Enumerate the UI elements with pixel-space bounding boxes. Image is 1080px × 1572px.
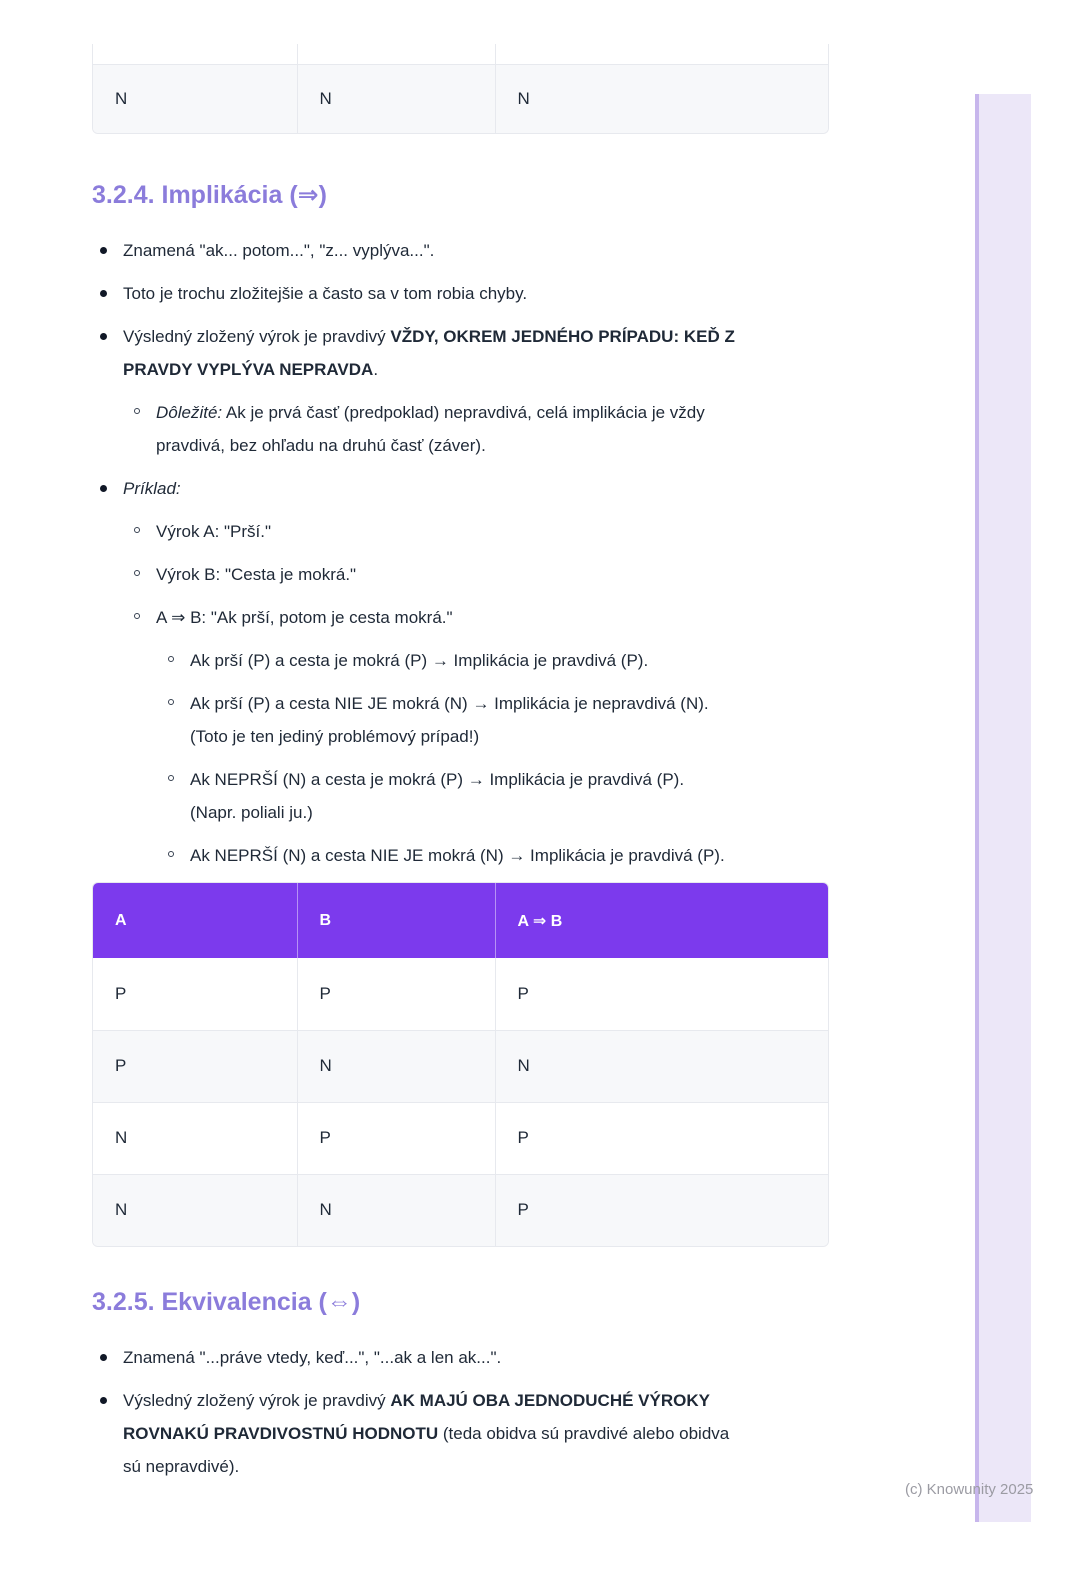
text-segment: (Toto je ten jediný problémový prípad!) xyxy=(190,727,480,746)
list-item xyxy=(0,644,827,677)
list-item xyxy=(0,234,827,267)
bullet-disc-icon xyxy=(100,485,107,492)
table-cell: N xyxy=(297,64,495,133)
bullet-circle-icon xyxy=(168,775,174,781)
text-segment: . xyxy=(373,360,379,379)
list-item xyxy=(0,472,827,505)
table-row-cutoff xyxy=(93,44,828,64)
table-cell: P xyxy=(495,1174,828,1246)
list-item-line xyxy=(123,472,827,505)
list-item-line xyxy=(123,234,827,267)
text-segment: Ak prší (P) a cesta je mokrá (P) → Implikácia je pravdivá (P). xyxy=(190,651,649,670)
list-item xyxy=(0,687,827,753)
watermark: (c) Knowunity 2025 xyxy=(905,1481,1034,1498)
bullet-disc-icon xyxy=(100,290,107,297)
table-cell: N xyxy=(495,1030,828,1102)
table-header-row xyxy=(93,883,828,958)
table-cell xyxy=(495,44,828,64)
list-item-line xyxy=(156,601,827,634)
table-cell: N xyxy=(297,1174,495,1246)
list-item xyxy=(0,277,827,310)
bullet-circle-icon xyxy=(134,527,140,533)
list-item-line xyxy=(156,515,827,548)
table-row xyxy=(93,958,828,1030)
text-segment: Toto je trochu zložitejšie a často sa v tom robia chyby. xyxy=(123,284,528,303)
truth-table-previous xyxy=(93,44,828,133)
list-item xyxy=(0,839,827,872)
table-cell: P xyxy=(93,1030,297,1102)
text-segment: pravdivá, bez ohľadu na druhú časť (záver). xyxy=(156,436,486,455)
text-segment: Ak NEPRŠÍ (N) a cesta je mokrá (P) → Implikácia je pravdivá (P). xyxy=(190,770,685,789)
table-row xyxy=(93,1174,828,1246)
bullet-disc-icon xyxy=(100,1397,107,1404)
list-item-line xyxy=(156,558,827,591)
implication-truth-table-card xyxy=(92,882,829,1247)
table-cell xyxy=(93,44,297,64)
table-cell: N xyxy=(93,1102,297,1174)
text-segment: Ak je prvá časť (predpoklad) nepravdivá, celá implikácia je vždy xyxy=(222,403,705,422)
list-item-line xyxy=(123,1450,827,1483)
bullet-circle-icon xyxy=(168,656,174,662)
list-item-line xyxy=(123,353,827,386)
list-item-line xyxy=(123,1384,827,1417)
implication-truth-table xyxy=(93,883,828,1246)
table-cell: P xyxy=(495,1102,828,1174)
truth-table-previous-card xyxy=(92,44,829,134)
bullet-disc-icon xyxy=(100,333,107,340)
implication-list xyxy=(0,234,827,872)
text-segment: Výrok A: "Prší." xyxy=(156,522,272,541)
table-cell: P xyxy=(297,958,495,1030)
list-item xyxy=(0,515,827,548)
table-row xyxy=(93,1102,828,1174)
bullet-disc-icon xyxy=(100,1354,107,1361)
list-item-line xyxy=(156,396,827,429)
text-segment: Ak NEPRŠÍ (N) a cesta NIE JE mokrá (N) → Implikácia je pravdivá (P). xyxy=(190,846,725,865)
text-segment: AK MAJÚ OBA JEDNODUCHÉ VÝROKY xyxy=(390,1391,710,1410)
table-cell: P xyxy=(297,1102,495,1174)
list-item xyxy=(0,320,827,386)
list-item xyxy=(0,763,827,829)
table-cell: N xyxy=(495,64,828,133)
text-segment: VŽDY, OKREM JEDNÉHO PRÍPADU: KEĎ Z xyxy=(390,327,735,346)
text-segment: ROVNAKÚ PRAVDIVOSTNÚ HODNOTU xyxy=(123,1424,439,1443)
table-cell xyxy=(297,44,495,64)
text-segment: (teda obidva sú pravdivé alebo obidva xyxy=(438,1424,730,1443)
list-item-line xyxy=(123,320,827,353)
text-segment: (Napr. poliali ju.) xyxy=(190,803,313,822)
document-page xyxy=(0,44,1080,1498)
text-segment: A ⇒ B: "Ak prší, potom je cesta mokrá." xyxy=(156,608,453,627)
bullet-circle-icon xyxy=(168,699,174,705)
text-segment: PRAVDY VYPLÝVA NEPRAVDA xyxy=(123,360,374,379)
side-panel xyxy=(975,94,1031,1522)
table-header-cell: A xyxy=(93,883,297,958)
bullet-circle-icon xyxy=(134,613,140,619)
list-item xyxy=(0,396,827,462)
text-segment: Znamená "...práve vtedy, keď...", "...ak a len ak...". xyxy=(123,1348,502,1367)
bullet-circle-icon xyxy=(134,408,140,414)
text-segment: Výsledný zložený výrok je pravdivý xyxy=(123,327,391,346)
equivalence-list xyxy=(0,1341,827,1483)
list-item-line xyxy=(156,429,827,462)
table-cell: N xyxy=(93,1174,297,1246)
text-segment: Príklad: xyxy=(123,479,181,498)
bullet-circle-icon xyxy=(168,851,174,857)
table-body xyxy=(93,958,828,1246)
table-row xyxy=(93,1030,828,1102)
list-item-line xyxy=(190,720,827,753)
bullet-circle-icon xyxy=(134,570,140,576)
list-item-line xyxy=(190,763,827,796)
table-cell: P xyxy=(495,958,828,1030)
table-cell: N xyxy=(297,1030,495,1102)
table-row xyxy=(93,64,828,133)
text-segment: Ak prší (P) a cesta NIE JE mokrá (N) → Implikácia je nepravdivá (N). xyxy=(190,694,709,713)
list-item xyxy=(0,1341,827,1374)
table-header-cell: A ⇒ B xyxy=(495,883,828,958)
list-item-line xyxy=(190,687,827,720)
section-heading-implication: 3.2.4. Implikácia (⇒) xyxy=(92,181,327,209)
text-segment: Znamená "ak... potom...", "z... vyplýva...". xyxy=(123,241,435,260)
table-cell: P xyxy=(115,983,127,1003)
table-header xyxy=(93,883,828,958)
list-item-line xyxy=(123,277,827,310)
table-cell: N xyxy=(93,64,297,133)
section-heading-equivalence: 3.2.5. Ekvivalencia (⇔) xyxy=(92,1288,361,1316)
list-item-line xyxy=(123,1417,827,1450)
list-item xyxy=(0,558,827,591)
text-segment: Výsledný zložený výrok je pravdivý xyxy=(123,1391,391,1410)
list-item xyxy=(0,601,827,634)
list-item-line xyxy=(190,839,827,872)
text-segment: Dôležité: xyxy=(156,403,223,422)
table-header-cell: B xyxy=(297,883,495,958)
list-item-line xyxy=(190,644,827,677)
text-segment: Výrok B: "Cesta je mokrá." xyxy=(156,565,357,584)
list-item-line xyxy=(123,1341,827,1374)
list-item-line xyxy=(190,796,827,829)
text-segment: sú nepravdivé). xyxy=(123,1457,240,1476)
bullet-disc-icon xyxy=(100,247,107,254)
list-item xyxy=(0,1384,827,1483)
